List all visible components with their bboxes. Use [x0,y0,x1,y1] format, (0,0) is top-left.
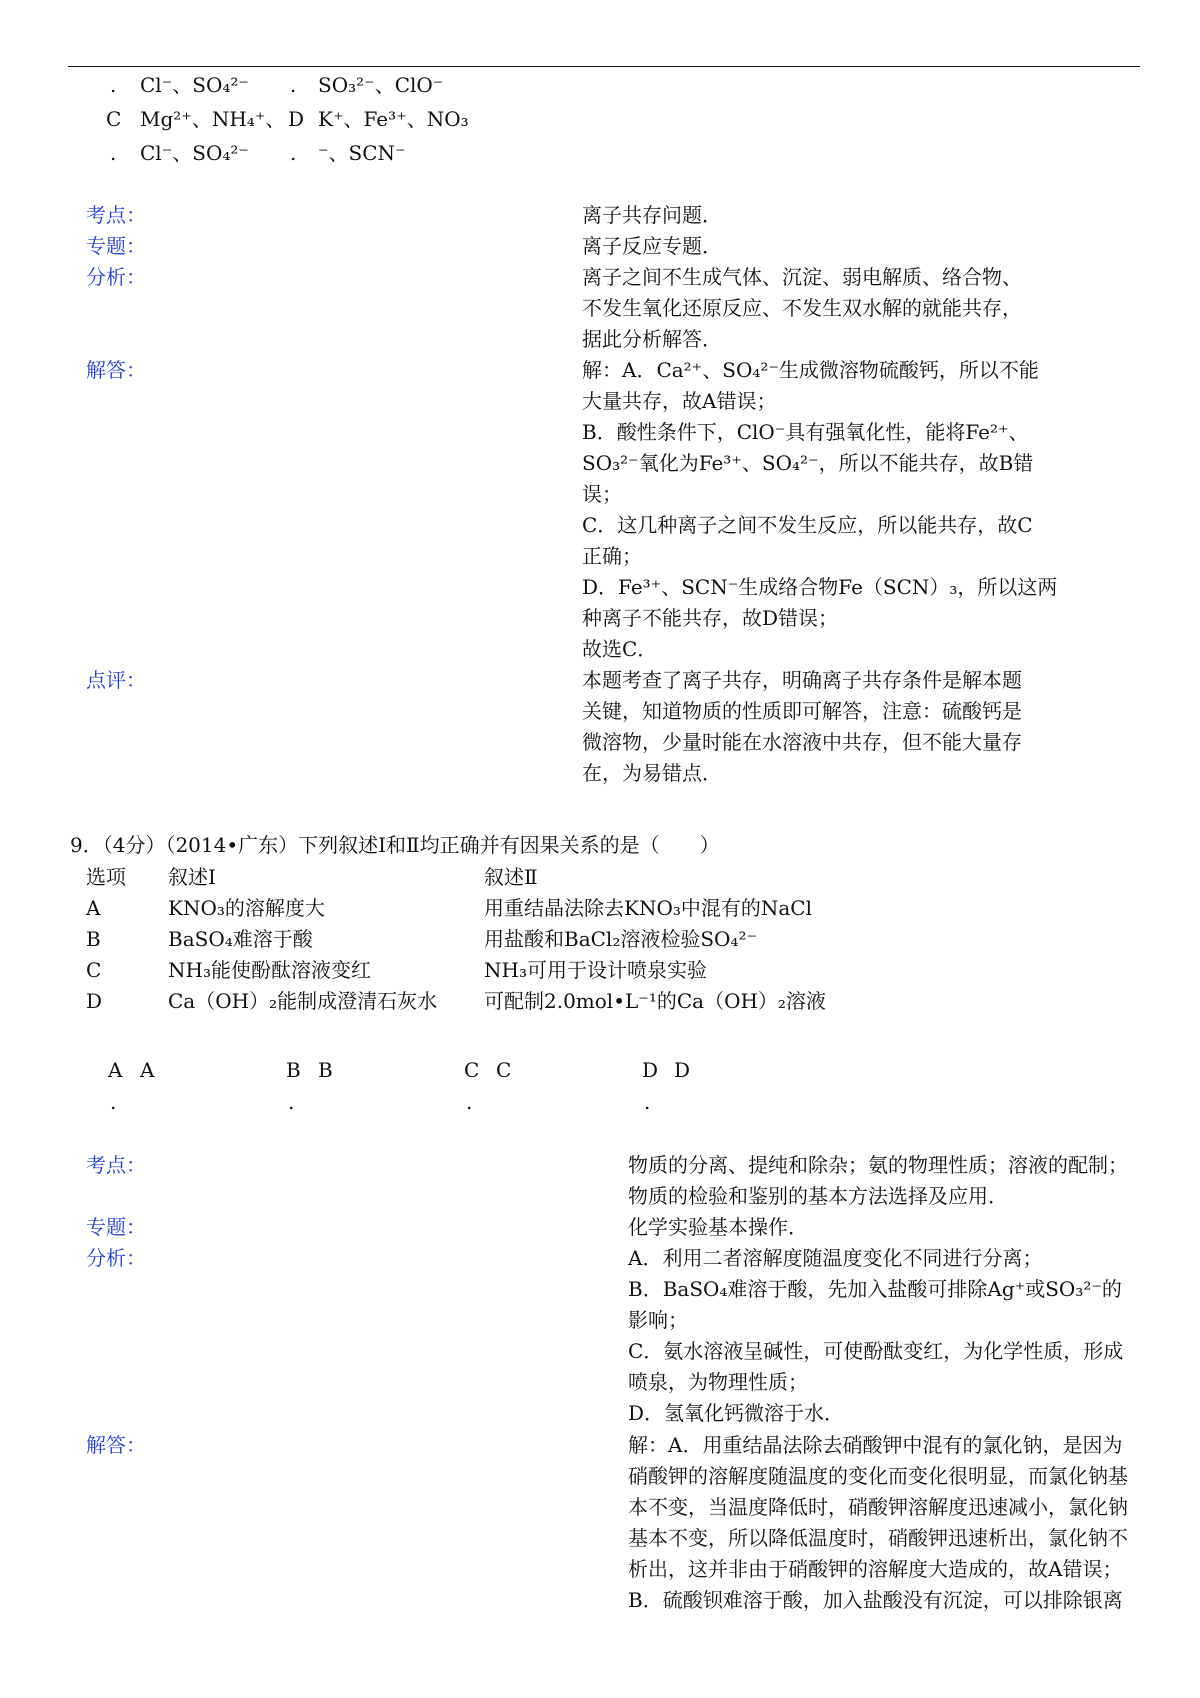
cell-option: C [86,958,102,982]
choice-d-letter: D [642,1058,659,1082]
q8-dianping-label: 点评： [86,668,146,692]
q8-zhuanti: 离子反应专题． [582,234,722,258]
text-line: SO₃²⁻氧化为Fe³⁺、SO₄²⁻，所以不能共存，故B错 [582,451,1034,475]
q8-kaodian: 离子共存问题． [582,203,722,227]
choice-a-letter: A [108,1058,123,1082]
choice-b-letter: B [286,1058,301,1082]
option-c-letter: C [106,107,122,131]
text-line: 故选C． [582,637,658,661]
option-b-ions: SO₃²⁻、ClO⁻ [318,73,444,97]
text-line: 种离子不能共存，故D错误； [582,606,839,630]
text-line: 不发生氧化还原反应、不发生双水解的就能共存， [582,296,1022,320]
text-line: 析出，这并非由于硝酸钾的溶解度大造成的，故A错误； [628,1557,1123,1581]
q8-zhuanti-label: 专题： [86,234,146,258]
q8-jieda [582,355,1057,665]
cell-option: A [86,896,101,920]
option-b-dot: . [290,73,297,97]
choice-b-dot: . [288,1090,295,1114]
cell-statement-1: Ca（OH）₂能制成澄清石灰水 [168,989,438,1013]
q8-kaodian-label: 考点： [86,203,146,227]
option-d-letter: D [288,107,305,131]
option-d-dot: . [290,141,297,165]
cell-option: D [86,989,103,1013]
text-line: 解：A．Ca²⁺、SO₄²⁻生成微溶物硫酸钙，所以不能 [582,358,1039,382]
table-row [86,924,986,955]
text-line: 物质的分离、提纯和除杂；氨的物理性质；溶液的配制； [628,1153,1128,1177]
text-line: 喷泉，为物理性质； [628,1370,808,1394]
cell-statement-2: 用盐酸和BaCl₂溶液检验SO₄²⁻ [484,927,758,951]
text-line: A．利用二者溶解度随温度变化不同进行分离； [628,1246,1043,1270]
q9-jieda [628,1430,1128,1616]
option-c-dot: . [110,141,117,165]
option-a-ions: Cl⁻、SO₄²⁻ [140,73,249,97]
q9-fenxi [628,1243,1123,1429]
q9-fenxi-label: 分析： [86,1246,146,1270]
text-line: B．酸性条件下，ClO⁻具有强氧化性，能将Fe²⁺、 [582,420,1029,444]
cell-statement-2: 可配制2.0mol•L⁻¹的Ca（OH）₂溶液 [484,989,826,1013]
q8-dianping [582,665,1022,789]
option-c-line1: Mg²⁺、NH₄⁺、 [140,107,286,131]
q9-stem: 9．（4分）（2014•广东）下列叙述Ⅰ和Ⅱ均正确并有因果关系的是（ ） [70,833,720,857]
header-option: 选项 [86,865,126,889]
text-line: 影响； [628,1308,688,1332]
table-row [86,893,986,924]
text-line: 关键，知道物质的性质即可解答，注意：硫酸钙是 [582,699,1022,723]
option-d-line1: K⁺、Fe³⁺、NO₃ [318,107,469,131]
text-line: 基本不变，所以降低温度时，硝酸钾迅速析出，氯化钠不 [628,1526,1128,1550]
text-line: D．Fe³⁺、SCN⁻生成络合物Fe（SCN）₃，所以这两 [582,575,1058,599]
cell-statement-1: NH₃能使酚酞溶液变红 [168,958,371,982]
text-line: C．氨水溶液呈碱性，可使酚酞变红，为化学性质，形成 [628,1339,1124,1363]
header-statement-1: 叙述Ⅰ [168,865,216,889]
q8-jieda-label: 解答： [86,358,146,382]
text-line: 物质的检验和鉴别的基本方法选择及应用． [628,1184,1008,1208]
choice-c-letter: C [464,1058,480,1082]
text-line: 离子之间不生成气体、沉淀、弱电解质、络合物、 [582,265,1022,289]
header-statement-2: 叙述Ⅱ [484,865,538,889]
table-row [86,955,986,986]
choice-c-text: C [496,1058,512,1082]
choice-b-text: B [318,1058,333,1082]
text-line: 本题考查了离子共存，明确离子共存条件是解本题 [582,668,1022,692]
option-a-dot: . [110,73,117,97]
text-line: 大量共存，故A错误； [582,389,777,413]
cell-statement-1: KNO₃的溶解度大 [168,896,325,920]
header-rule [68,66,1140,67]
q9-zhuanti-label: 专题： [86,1215,146,1239]
text-line: B．硫酸钡难溶于酸，加入盐酸没有沉淀，可以排除银离 [628,1588,1123,1612]
q9-zhuanti: 化学实验基本操作． [628,1215,808,1239]
text-line: C．这几种离子之间不发生反应，所以能共存，故C [582,513,1033,537]
choice-d-dot: . [644,1090,651,1114]
cell-statement-2: NH₃可用于设计喷泉实验 [484,958,707,982]
q9-kaodian [628,1150,1128,1212]
text-line: 正确； [582,544,642,568]
cell-statement-2: 用重结晶法除去KNO₃中混有的NaCl [484,896,812,920]
text-line: 本不变，当温度降低时，硝酸钾溶解度迅速减小，氯化钠 [628,1495,1128,1519]
table-header [86,862,986,893]
cell-option: B [86,927,101,951]
q9-kaodian-label: 考点： [86,1153,146,1177]
text-line: 据此分析解答． [582,327,722,351]
option-d-line2: ⁻、SCN⁻ [318,141,406,165]
text-line: 误； [582,482,622,506]
option-c-line2: Cl⁻、SO₄²⁻ [140,141,249,165]
text-line: D．氢氧化钙微溶于水． [628,1401,845,1425]
text-line: 微溶物，少量时能在水溶液中共存，但不能大量存 [582,730,1022,754]
choice-a-dot: . [110,1090,117,1114]
text-line: 硝酸钾的溶解度随温度的变化而变化很明显，而氯化钠基 [628,1464,1128,1488]
q9-jieda-label: 解答： [86,1433,146,1457]
choice-d-text: D [674,1058,691,1082]
choice-c-dot: . [466,1090,473,1114]
cell-statement-1: BaSO₄难溶于酸 [168,927,313,951]
text-line: B．BaSO₄难溶于酸，先加入盐酸可排除Ag⁺或SO₃²⁻的 [628,1277,1122,1301]
table-row [86,986,986,1017]
choice-a-text: A [140,1058,155,1082]
text-line: 在，为易错点． [582,761,722,785]
q8-fenxi [582,262,1022,355]
q8-fenxi-label: 分析： [86,265,146,289]
text-line: 解：A．用重结晶法除去硝酸钾中混有的氯化钠，是因为 [628,1433,1123,1457]
